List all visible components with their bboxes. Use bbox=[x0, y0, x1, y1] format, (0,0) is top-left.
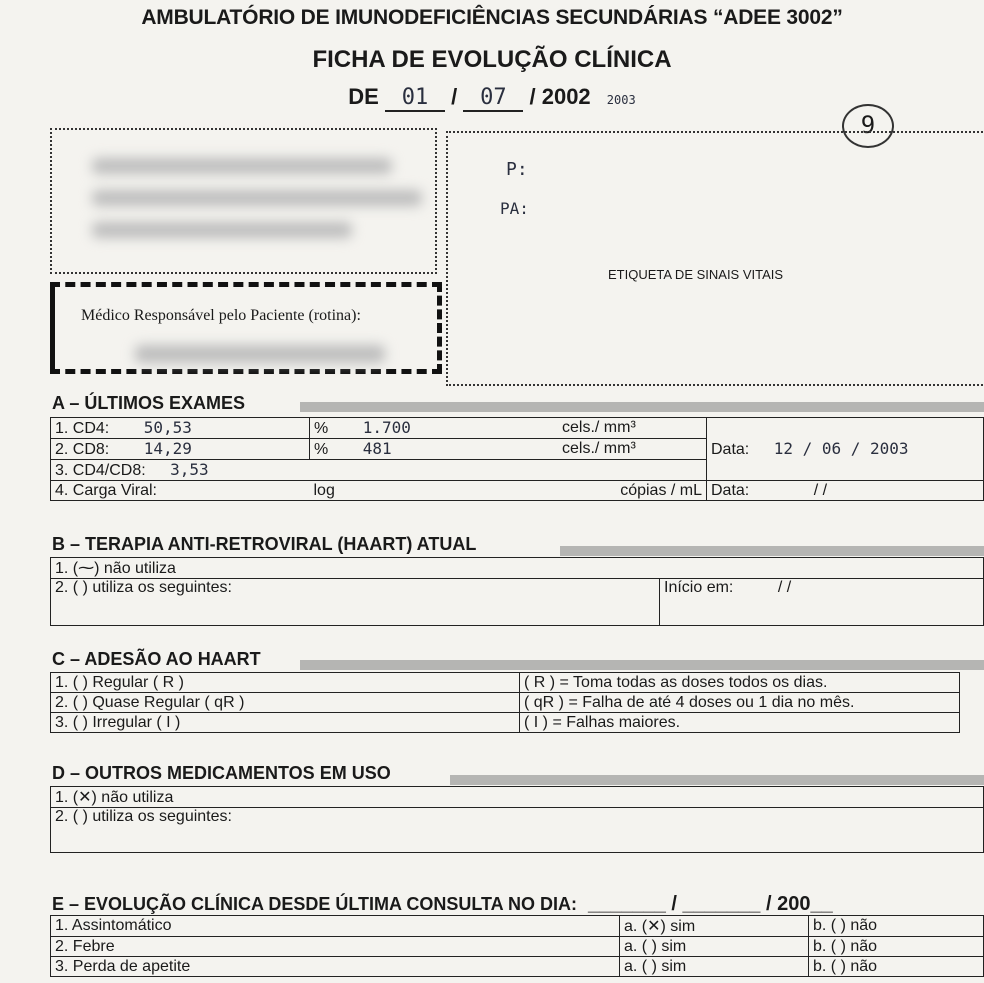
symptom-no: b. ( ) não bbox=[809, 957, 984, 977]
adherence-def2: ( qR ) = Falha de até 4 doses ou 1 dia no mês. bbox=[520, 693, 960, 713]
symptom-no: b. ( ) não bbox=[809, 937, 984, 957]
symptom-yes: a. ( ) sim bbox=[620, 957, 809, 977]
log-unit: log bbox=[313, 481, 335, 499]
adherence-opt1: 1. ( ) Regular ( R ) bbox=[51, 673, 520, 693]
date-prefix: DE bbox=[348, 84, 379, 109]
date-day: 01 bbox=[385, 85, 445, 112]
adherence-def1: ( R ) = Toma todas as doses todos os dias. bbox=[520, 673, 960, 693]
symptom-label: 3. Perda de apetite bbox=[51, 957, 620, 977]
date-label: Data: bbox=[711, 481, 750, 499]
adherence-opt3: 3. ( ) Irregular ( I ) bbox=[51, 713, 520, 733]
cd4-pct-value: 50,53 bbox=[143, 418, 192, 437]
clinical-evolution-table bbox=[50, 915, 984, 977]
clinic-title: AMBULATÓRIO DE IMUNODEFICIÊNCIAS SECUNDÁRIAS “ADEE 3002” bbox=[141, 6, 843, 29]
other-meds-opt2: 2. ( ) utiliza os seguintes: bbox=[51, 808, 984, 853]
date-sep-1: / bbox=[451, 84, 458, 109]
cd8-abs-cell bbox=[310, 439, 559, 460]
cd8-abs-value: 481 bbox=[362, 439, 392, 458]
cells-unit: cels./ mm³ bbox=[558, 439, 707, 460]
ratio-label: 3. CD4/CD8: bbox=[55, 462, 146, 479]
vitals-pa-label: PA: bbox=[500, 199, 529, 218]
symptom-yes: a. ( ) sim bbox=[620, 937, 809, 957]
adherence-opt2: 2. ( ) Quase Regular ( qR ) bbox=[51, 693, 520, 713]
viral-date-cell bbox=[707, 481, 984, 501]
exam-date-cell bbox=[707, 418, 984, 481]
date-sep-2: / bbox=[529, 84, 536, 109]
cells-unit: cels./ mm³ bbox=[558, 418, 707, 439]
section-e-date-blank: _______ / _______ / 200__ bbox=[588, 893, 833, 915]
vitals-p-label: P: bbox=[506, 159, 528, 180]
redacted-text bbox=[92, 158, 392, 174]
ratio-value: 3,53 bbox=[170, 460, 209, 479]
exams-table bbox=[50, 417, 984, 501]
section-e-title-text: E – EVOLUÇÃO CLÍNICA DESDE ÚLTIMA CONSULTA NO DIA: bbox=[52, 894, 577, 914]
vital-signs-label: ETIQUETA DE SINAIS VITAIS bbox=[608, 267, 784, 282]
table-row bbox=[51, 916, 984, 937]
cd4-label: 1. CD4: bbox=[55, 420, 110, 437]
cd4-cell bbox=[51, 418, 310, 439]
table-row bbox=[51, 937, 984, 957]
section-d-title: D – OUTROS MEDICAMENTOS EM USO bbox=[52, 763, 391, 783]
adherence-table bbox=[50, 672, 960, 733]
symptom-label: 2. Febre bbox=[51, 937, 620, 957]
haart-opt2: 2. ( ) utiliza os seguintes: bbox=[51, 579, 660, 626]
adherence-def3: ( I ) = Falhas maiores. bbox=[520, 713, 960, 733]
table-row bbox=[51, 957, 984, 977]
form-title: FICHA DE EVOLUÇÃO CLÍNICA bbox=[312, 46, 672, 73]
patient-info-box bbox=[50, 128, 437, 274]
date-label: Data: bbox=[711, 441, 750, 458]
start-date-blank: / / bbox=[777, 579, 792, 596]
cd8-cell bbox=[51, 439, 310, 460]
symptom-label: 1. Assintomático bbox=[51, 916, 620, 937]
section-d-bar bbox=[450, 775, 984, 785]
copies-unit: cópias / mL bbox=[558, 481, 707, 501]
section-b-title: B – TERAPIA ANTI-RETROVIRAL (HAART) ATUAL bbox=[52, 534, 477, 554]
vital-signs-box bbox=[446, 131, 984, 386]
other-meds-table bbox=[50, 786, 984, 853]
log-cell bbox=[310, 481, 559, 501]
doctor-label: Médico Responsável pelo Paciente (rotina): bbox=[81, 307, 361, 324]
haart-table bbox=[50, 557, 984, 626]
exam-date-value: 12 / 06 / 2003 bbox=[773, 439, 909, 458]
haart-start-cell bbox=[660, 579, 984, 626]
redacted-doctor-name bbox=[135, 345, 385, 363]
date-year: 2002 bbox=[541, 84, 591, 109]
cd4-abs-cell bbox=[310, 418, 559, 439]
viral-load-label: 4. Carga Viral: bbox=[51, 481, 310, 501]
section-a-title: A – ÚLTIMOS EXAMES bbox=[52, 393, 246, 413]
viral-date-blank: / / bbox=[813, 481, 828, 499]
date-month: 07 bbox=[463, 85, 523, 112]
form-date bbox=[0, 84, 984, 112]
pct-unit: % bbox=[314, 441, 329, 458]
date-year-handwritten: 2003 bbox=[606, 93, 636, 107]
symptom-no: b. ( ) não bbox=[809, 916, 984, 937]
redacted-text bbox=[92, 190, 422, 206]
other-meds-opt1: 1. (✕) não utiliza bbox=[51, 787, 984, 808]
section-c-bar bbox=[300, 660, 984, 670]
pct-unit: % bbox=[314, 420, 329, 437]
start-label: Início em: bbox=[664, 579, 734, 596]
cd4-abs-value: 1.700 bbox=[362, 418, 411, 437]
section-c-title: C – ADESÃO AO HAART bbox=[52, 649, 261, 669]
section-e-title bbox=[52, 893, 972, 916]
symptom-yes: a. (✕) sim bbox=[620, 916, 809, 937]
section-a-bar bbox=[300, 402, 984, 412]
section-b-bar bbox=[560, 546, 984, 556]
haart-opt1: 1. (⁓) não utiliza bbox=[51, 558, 984, 579]
doctor-box bbox=[50, 282, 442, 374]
ratio-cell bbox=[51, 460, 707, 481]
cd8-label: 2. CD8: bbox=[55, 441, 110, 458]
redacted-text bbox=[92, 222, 352, 238]
cd8-pct-value: 14,29 bbox=[143, 439, 192, 458]
circled-page-number: 9 bbox=[842, 104, 894, 148]
